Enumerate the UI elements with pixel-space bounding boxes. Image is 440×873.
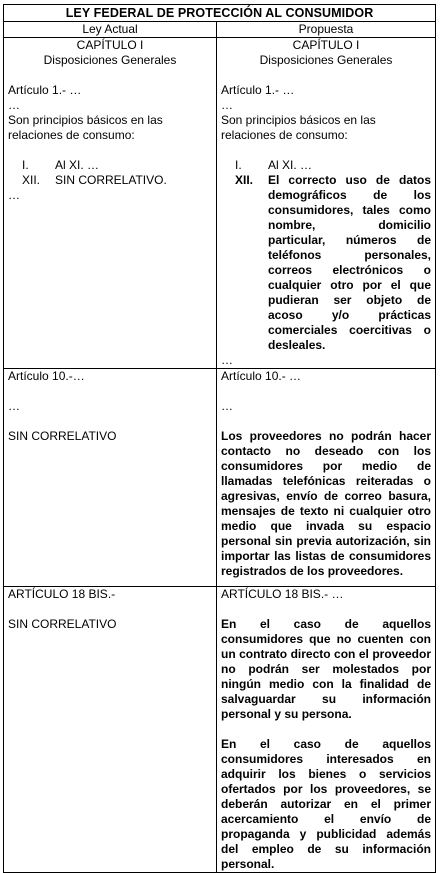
column-header-current-law: Ley Actual	[4, 22, 217, 38]
article-heading: Artículo 10.- …	[221, 369, 302, 383]
list-item-number: XII.	[22, 173, 41, 187]
chapter-heading: CAPÍTULO I	[76, 38, 144, 52]
ellipsis: …	[221, 98, 233, 112]
title-row	[4, 5, 436, 22]
proposal-text: Los proveedores no podrán hacer contacto no deseado con los consumidores por medio de llamadas telefónicas reiteradas o agresivas, envío de correo basura, mensajes de texto ni cualquier otro medio que invada su espacio personal sin previa autorización, sin importar las listas de consumidores registrados de los proveedores.	[221, 429, 432, 578]
table-row	[4, 587, 436, 873]
list-item	[235, 173, 431, 353]
article-heading: ARTÍCULO 18 BIS.-	[8, 587, 116, 601]
article-heading: ARTÍCULO 18 BIS.- …	[221, 587, 344, 601]
fraction-list	[22, 158, 212, 188]
proposal-paragraph-2: En el caso de aquellos consumidores interesados en adquirir los bienes o servicios ofertados por los proveedores, se deberán autorizar en el primer acercamiento el envío de propaganda y publicidad además del empleo de su información personal.	[221, 737, 432, 871]
proposal-paragraph-1: En el caso de aquellos consumidores que no cuenten con un contrato directo con el proveedor no podrán ser molestados por ningún medio con la finalidad de salvaguardar su información personal y su persona.	[221, 617, 432, 721]
table-row	[4, 369, 436, 587]
cell-current-article-18-bis	[4, 587, 217, 873]
list-item-text: Al XI. …	[268, 158, 313, 172]
comparison-document	[3, 4, 435, 873]
list-item-number: I.	[235, 158, 242, 172]
cell-current-article-10	[4, 369, 217, 587]
chapter-title: Disposiciones Generales	[259, 53, 393, 67]
list-item	[22, 173, 212, 188]
article-heading: Artículo 1.- …	[8, 83, 82, 97]
table-row	[4, 38, 436, 369]
list-item	[22, 158, 212, 173]
column-header-proposal: Propuesta	[217, 22, 436, 38]
column-header-row	[4, 22, 436, 38]
list-item-text: El correcto uso de datos demográficos de los consumidores, tales como nombre, domicilio particular, números de teléfonos personales, correos electrónicos o cualquier otro por el que pudieran ser objeto de acoso y/o prácticas comerciales coercitivas o desleales.	[268, 173, 432, 352]
article-intro: Son principios básicos en las relaciones de consumo:	[8, 113, 163, 142]
fraction-list	[235, 158, 431, 353]
list-item-text: SIN CORRELATIVO.	[55, 173, 167, 187]
chapter-heading: CAPÍTULO I	[292, 38, 360, 52]
comparison-table	[3, 4, 436, 873]
law-title: LEY FEDERAL DE PROTECCIÓN AL CONSUMIDOR	[4, 5, 436, 22]
list-item	[235, 158, 431, 173]
article-heading: Artículo 1.- …	[221, 83, 295, 97]
list-item-number: I.	[22, 158, 29, 172]
list-item-text: Al XI. …	[55, 158, 100, 172]
ellipsis: …	[8, 188, 20, 202]
no-correlative-text: SIN CORRELATIVO	[8, 429, 117, 443]
chapter-title: Disposiciones Generales	[43, 53, 177, 67]
cell-proposal-article-1	[217, 38, 436, 369]
no-correlative-text: SIN CORRELATIVO	[8, 617, 117, 631]
ellipsis: …	[221, 353, 233, 367]
cell-proposal-article-18-bis	[217, 587, 436, 873]
ellipsis: …	[221, 399, 233, 413]
cell-current-article-1	[4, 38, 217, 369]
article-intro: Son principios básicos en las relaciones de consumo:	[221, 113, 376, 142]
list-item-number: XII.	[235, 173, 254, 187]
article-heading: Artículo 10.-…	[8, 369, 85, 383]
ellipsis: …	[8, 399, 20, 413]
cell-proposal-article-10	[217, 369, 436, 587]
ellipsis: …	[8, 98, 20, 112]
